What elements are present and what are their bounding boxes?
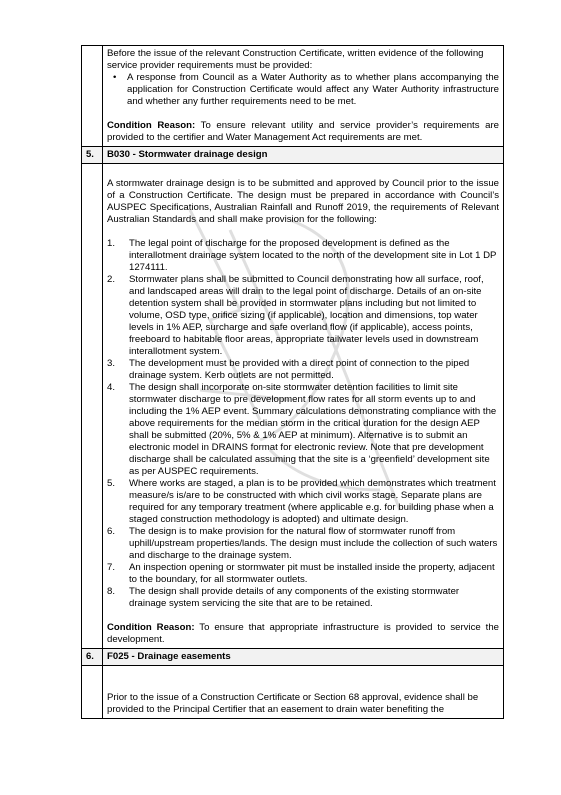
- requirement-item: [107, 358, 499, 382]
- condition-heading: B030 - Stormwater drainage design: [103, 147, 504, 164]
- condition-header-row: [82, 147, 504, 164]
- requirement-number: 5.: [107, 478, 116, 489]
- condition-heading: F025 - Drainage easements: [103, 649, 504, 666]
- requirement-text: The design shall provide details of any components of the existing stormwater drainage system servicing the site that are to be retained.: [129, 586, 460, 609]
- row-number-cell: [82, 666, 103, 719]
- condition-reason: [107, 622, 499, 646]
- requirement-text: The legal point of discharge for the proposed development is defined as the interallotment drainage system located to the north of the development site in Lot 1 DP 1274111.: [129, 238, 497, 273]
- condition-header-row: [82, 649, 504, 666]
- condition-body: [103, 164, 504, 649]
- bullet-icon: •: [113, 72, 117, 83]
- requirement-item: [107, 238, 499, 274]
- requirements-list: [107, 238, 499, 610]
- reason-label: Condition Reason:: [107, 120, 196, 131]
- row-number: 5.: [82, 147, 103, 164]
- condition-intro: Prior to the issue of a Construction Certificate or Section 68 approval, evidence shall be provided to the Principal Certifier that an easement to drain water benefiting the: [107, 692, 479, 715]
- reason-text: To ensure relevant utility and service provider’s requirements are provided to the certifier and Water Management Act requirements are met.: [107, 120, 499, 143]
- requirement-number: 6.: [107, 526, 116, 537]
- requirement-text: The development must be provided with a direct point of connection to the piped drainage system. Kerb outlets are not permitted.: [129, 358, 470, 381]
- requirement-text: Where works are staged, a plan is to be provided which demonstrates which treatment measure/s is/are to be constructed with which civil works stage. Separate plans are required for any temporary treatment (where applicable e.g. for building phase when a staged construction methodology is adopted) and ultimate design.: [129, 478, 496, 525]
- requirement-text: Stormwater plans shall be submitted to Council demonstrating how all surface, roof, and landscaped areas will drain to the legal point of discharge. Details of an on-site detention system shall be provided in stormwater plans including but not limited to volume, OSD type, orifice sizing (if applicable), location and dimensions, top water levels in 1% AEP, surcharge and safe overland flow (if applicable), access points, freeboard to habitable floor areas, appropriate tailwater levels used in downstream interallotment system.: [129, 274, 484, 357]
- requirement-item: [107, 382, 499, 478]
- requirement-text: The design shall incorporate on-site stormwater detention facilities to limit site stormwater discharge to pre development flow rates for all storm events up to and including the 1% AEP event. Summary calculations demonstrating compliance with the above requirements for the median storm in the critical duration for the design AEP shall be submitted (20%, 5% & 1% AEP at minimum). Alternative is to submit an electronic model in DRAINS format for electronic review. Note that pre development discharge shall be calculated assuming that the site is a ‘greenfield’ development site as per AUSPEC requirements.: [129, 382, 497, 477]
- requirement-text: An inspection opening or stormwater pit must be installed inside the property, adjacent to the boundary, for all stormwater outlets.: [129, 562, 495, 585]
- requirement-number: 2.: [107, 274, 116, 285]
- requirement-number: 3.: [107, 358, 116, 369]
- row-number-cell: [82, 164, 103, 649]
- requirement-item: [107, 526, 499, 562]
- condition-row-easements: [82, 666, 504, 719]
- requirement-number: 7.: [107, 562, 116, 573]
- requirement-item: [107, 562, 499, 586]
- requirement-number: 8.: [107, 586, 116, 597]
- condition-row-service-providers: [82, 46, 504, 147]
- condition-intro: A stormwater drainage design is to be submitted and approved by Council prior to the issue of a Construction Certificate. The design must be prepared in accordance with Council’s AUSPEC Specifications, Australian Rainfall and Runoff 2019, the requirements of Relevant Australian Standards and shall make provision for the following:: [107, 178, 499, 225]
- condition-body: [103, 666, 504, 719]
- row-number: 6.: [82, 649, 103, 666]
- reason-text: To ensure that appropriate infrastructure is provided to service the development.: [107, 622, 499, 645]
- requirement-item: [107, 586, 499, 610]
- conditions-table: [81, 45, 504, 719]
- condition-intro: Before the issue of the relevant Construction Certificate, written evidence of the following service provider requirements must be provided:: [107, 48, 484, 71]
- requirement-number: 4.: [107, 382, 116, 393]
- condition-row-stormwater: [82, 164, 504, 649]
- bullet-text: A response from Council as a Water Authority as to whether plans accompanying the application for Construction Certificate would affect any Water Authority infrastructure and whether any further requirements need to be met.: [127, 72, 499, 107]
- requirement-text: The design is to make provision for the natural flow of stormwater runoff from uphill/upstream properties/lands. The design must include the collection of such waters and discharge to the drainage system.: [129, 526, 498, 561]
- requirement-item: [107, 274, 499, 358]
- condition-body: [103, 46, 504, 147]
- requirement-number: 1.: [107, 238, 116, 249]
- reason-label: Condition Reason:: [107, 622, 195, 633]
- requirement-item: [107, 478, 499, 526]
- bullet-item: [113, 72, 499, 108]
- condition-reason: [107, 120, 499, 144]
- row-number-cell: [82, 46, 103, 147]
